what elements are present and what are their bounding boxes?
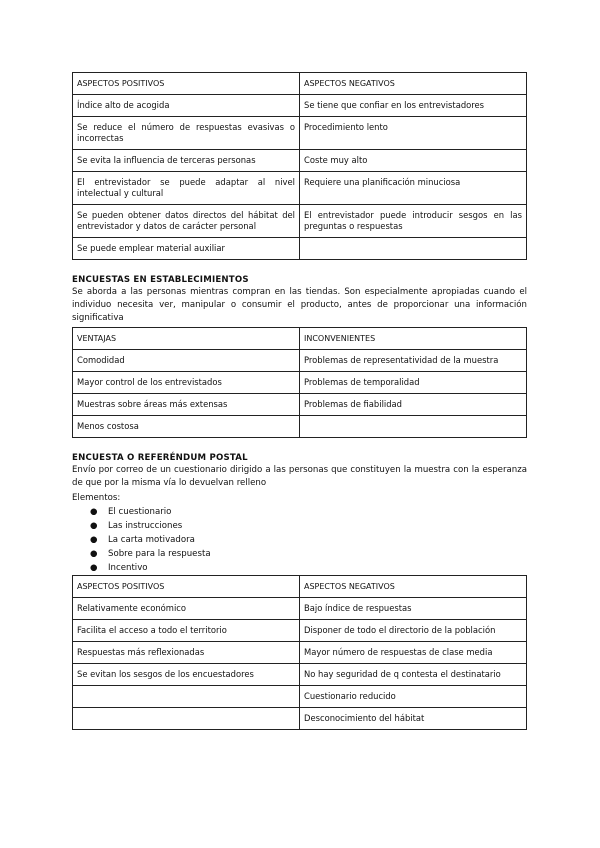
list-item-text: El cuestionario: [108, 507, 172, 517]
table-row: [73, 372, 527, 394]
table-row: [73, 686, 527, 708]
table-cell: Respuestas más reflexionadas: [73, 642, 300, 664]
table-cell: Cuestionario reducido: [300, 686, 527, 708]
elements-label: Elementos:: [72, 493, 121, 503]
section-title: ENCUESTA O REFERÉNDUM POSTAL: [72, 453, 248, 463]
list-item: [72, 547, 527, 561]
table-cell: Muestras sobre áreas más extensas: [73, 394, 300, 416]
table-cell: Menos costosa: [73, 416, 300, 438]
section-paragraph: Se aborda a las personas mientras compran en las tiendas. Son especialmente apropiadas cuando el individuo necesita ver, manipular o consumir el producto, antes de proporcionar una información significativa: [72, 287, 527, 323]
section-title: ENCUESTAS EN ESTABLECIMIENTOS: [72, 275, 249, 285]
elements-list: [72, 505, 527, 575]
table-cell: Índice alto de acogida: [73, 95, 300, 117]
table-cell: [300, 238, 527, 260]
table-row: [73, 150, 527, 172]
table-cell: [73, 686, 300, 708]
document-page: [72, 72, 527, 730]
bullet-icon: ●: [90, 563, 98, 573]
table-cell: Problemas de temporalidad: [300, 372, 527, 394]
table-cell: Se evita la influencia de terceras personas: [73, 150, 300, 172]
table-header-row: [73, 576, 527, 598]
table-cell: Procedimiento lento: [300, 117, 527, 150]
table-row: [73, 394, 527, 416]
table-row: [73, 95, 527, 117]
table-row: [73, 620, 527, 642]
header-cell: INCONVENIENTES: [300, 328, 527, 350]
table-row: [73, 664, 527, 686]
bullet-icon: ●: [90, 535, 98, 545]
table-cell: Se evitan los sesgos de los encuestadores: [73, 664, 300, 686]
table-row: [73, 205, 527, 238]
table-cell: Relativamente económico: [73, 598, 300, 620]
list-item-text: Incentivo: [108, 563, 148, 573]
list-item: [72, 505, 527, 519]
table-cell: Se puede emplear material auxiliar: [73, 238, 300, 260]
table-row: [73, 172, 527, 205]
table-advantages-store: [72, 327, 527, 438]
table-cell: El entrevistador puede introducir sesgos en las preguntas o respuestas: [300, 205, 527, 238]
list-item-text: Las instrucciones: [108, 521, 183, 531]
list-item-text: Sobre para la respuesta: [108, 549, 211, 559]
table-row: [73, 708, 527, 730]
table-cell: Disponer de todo el directorio de la población: [300, 620, 527, 642]
table-pros-cons-postal: [72, 575, 527, 730]
header-cell: ASPECTOS NEGATIVOS: [300, 576, 527, 598]
table-cell: Bajo índice de respuestas: [300, 598, 527, 620]
table-row: [73, 117, 527, 150]
table-cell: Se tiene que confiar en los entrevistadores: [300, 95, 527, 117]
table-row: [73, 350, 527, 372]
table-cell: Desconocimiento del hábitat: [300, 708, 527, 730]
list-item: [72, 519, 527, 533]
table-cell: Se pueden obtener datos directos del hábitat del entrevistador y datos de carácter personal: [73, 205, 300, 238]
table-header-row: [73, 328, 527, 350]
table-header-row: [73, 73, 527, 95]
header-cell: ASPECTOS NEGATIVOS: [300, 73, 527, 95]
header-cell: VENTAJAS: [73, 328, 300, 350]
header-cell: ASPECTOS POSITIVOS: [73, 73, 300, 95]
bullet-icon: ●: [90, 507, 98, 517]
table-row: [73, 238, 527, 260]
table-cell: Facilita el acceso a todo el territorio: [73, 620, 300, 642]
bullet-icon: ●: [90, 549, 98, 559]
list-item-text: La carta motivadora: [108, 535, 195, 545]
table-pros-cons-interview: [72, 72, 527, 260]
table-cell: No hay seguridad de q contesta el destinatario: [300, 664, 527, 686]
table-cell: Mayor número de respuestas de clase media: [300, 642, 527, 664]
table-cell: Problemas de representatividad de la muestra: [300, 350, 527, 372]
table-cell: Problemas de fiabilidad: [300, 394, 527, 416]
bullet-icon: ●: [90, 521, 98, 531]
table-row: [73, 416, 527, 438]
table-cell: El entrevistador se puede adaptar al nivel intelectual y cultural: [73, 172, 300, 205]
list-item: [72, 533, 527, 547]
list-item: [72, 561, 527, 575]
table-cell: [73, 708, 300, 730]
section-paragraph: Envío por correo de un cuestionario dirigido a las personas que constituyen la muestra con la esperanza de que por la misma vía lo devuelvan relleno: [72, 465, 527, 488]
table-cell: Comodidad: [73, 350, 300, 372]
header-cell: ASPECTOS POSITIVOS: [73, 576, 300, 598]
table-cell: [300, 416, 527, 438]
table-row: [73, 642, 527, 664]
table-cell: Mayor control de los entrevistados: [73, 372, 300, 394]
table-cell: Coste muy alto: [300, 150, 527, 172]
table-cell: Se reduce el número de respuestas evasivas o incorrectas: [73, 117, 300, 150]
table-cell: Requiere una planificación minuciosa: [300, 172, 527, 205]
table-row: [73, 598, 527, 620]
